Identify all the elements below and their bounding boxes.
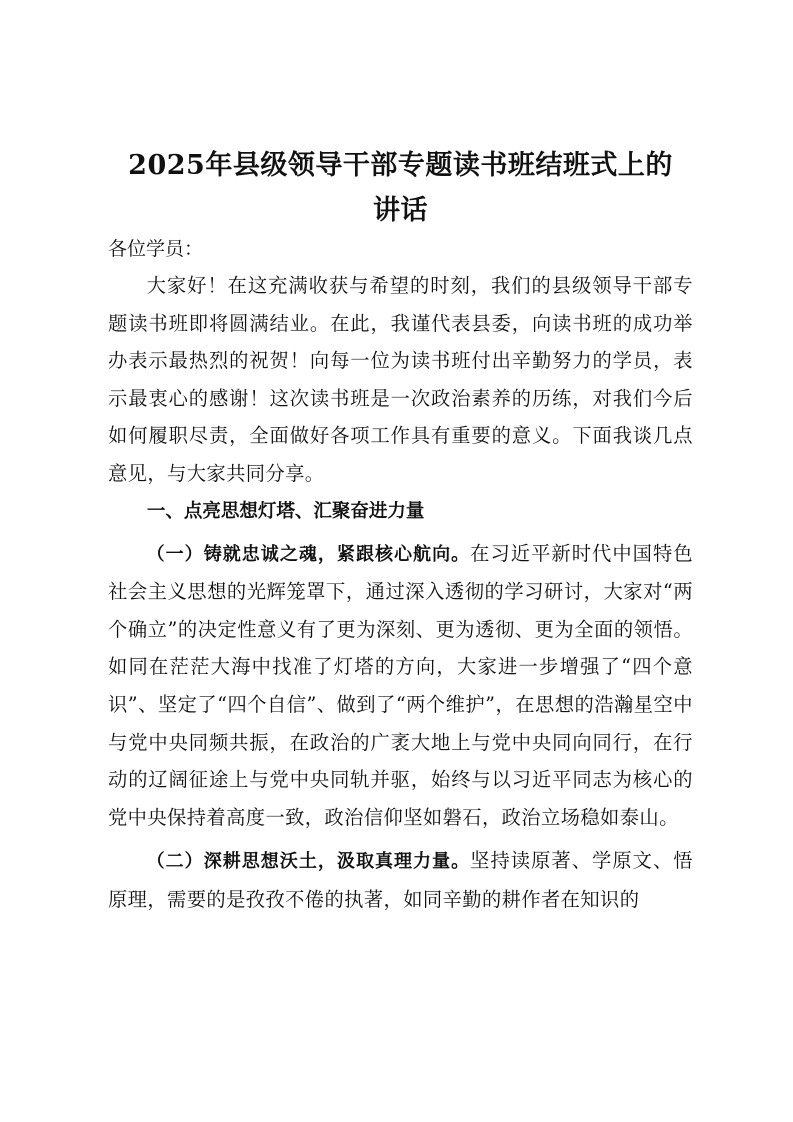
subsection-1-paragraph bbox=[108, 535, 693, 837]
subsection-2-paragraph bbox=[108, 842, 693, 918]
subsection-2-lead: （二）深耕思想沃土，汲取真理力量。 bbox=[146, 851, 471, 873]
salutation: 各位学员： bbox=[108, 238, 204, 260]
title-line-2: 讲话 bbox=[373, 195, 428, 226]
subsection-2-body: 坚持读原著、学原文、悟原理，需要的是孜孜不倦的执著，如同辛勤的耕作者在知识的 bbox=[108, 849, 693, 911]
document-title bbox=[108, 143, 693, 233]
subsection-1-lead: （一）铸就忠诚之魂，紧跟核心航向。 bbox=[146, 543, 471, 565]
subsection-1-body: 在习近平新时代中国特色社会主义思想的光辉笼罩下，通过深入透彻的学习研讨，大家对“两个确立”的决定性意义有了更为深刻、更为透彻、更为全面的领悟。如同在茫茫大海中找准了灯塔的方向，大家进一步增强了“四个意识”、坚定了“四个自信”、做到了“两个维护”，在思想的浩瀚星空中与党中央同频共振，在政治的广袤大地上与党中央同向同行，在行动的辽阔征途上与党中央同轨并驱，始终与以习近平同志为核心的党中央保持着高度一致，政治信仰坚如磐石，政治立场稳如泰山。 bbox=[108, 541, 693, 829]
document-page bbox=[108, 143, 693, 919]
title-line-1: 2025年县级领导干部专题读书班结班式上的 bbox=[128, 150, 673, 181]
section-1-heading: 一、点亮思想灯塔、汇聚奋进力量 bbox=[146, 500, 425, 522]
intro-paragraph: 大家好！在这充满收获与希望的时刻，我们的县级领导干部专题读书班即将圆满结业。在此，我谨代表县委，向读书班的成功举办表示最热烈的祝贺！向每一位为读书班付出辛勤努力的学员，表示最衷心的感谢！这次读书班是一次政治素养的历练，对我们今后如何履职尽责，全面做好各项工作具有重要的意义。下面我谈几点意见，与大家共同分享。 bbox=[108, 274, 693, 485]
